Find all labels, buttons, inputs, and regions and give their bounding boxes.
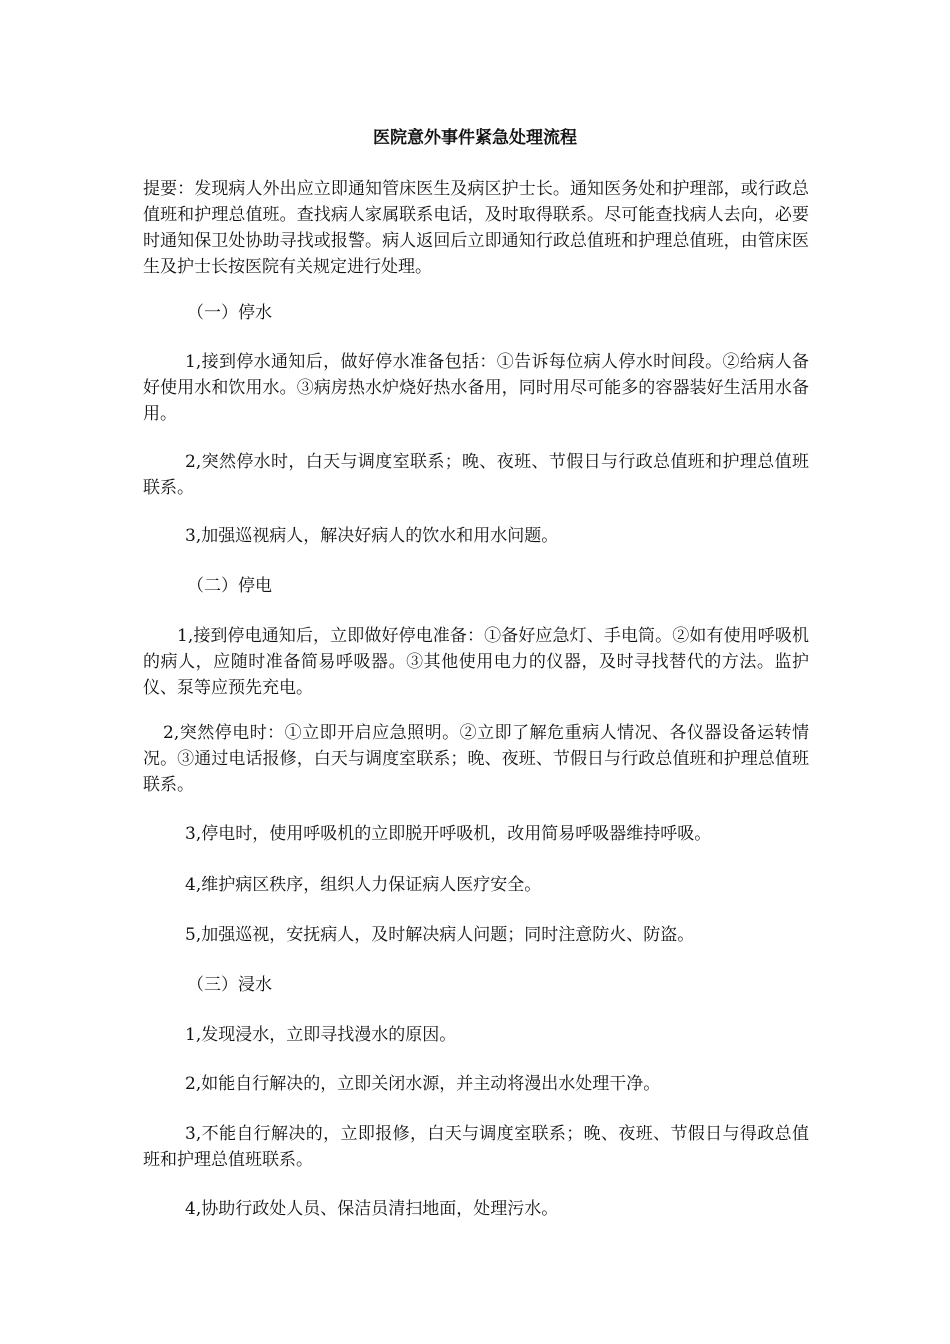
power-outage-item-3: 3,停电时，使用呼吸机的立即脱开呼吸机，改用简易呼吸器维持呼吸。 [185, 824, 712, 844]
flooding-item-2: 2,如能自行解决的，立即关闭水源，并主动将漫出水处理干净。 [185, 1074, 661, 1094]
document-title: 医院意外事件紧急处理流程 [373, 128, 577, 148]
water-outage-item-1: 1,接到停水通知后，做好停水准备包括：①告诉每位病人停水时间段。②给病人备好使用水和饮用水。③病房热水炉烧好热水备用，同时用尽可能多的容器装好生活用水备用。 [143, 352, 809, 424]
power-outage-item-5: 5,加强巡视，安抚病人，及时解决病人问题；同时注意防火、防盗。 [185, 925, 695, 945]
section-heading-flooding: （三）浸水 [187, 975, 272, 995]
water-outage-item-2: 2,突然停水时，白天与调度室联系；晚、夜班、节假日与行政总值班和护理总值班联系。 [143, 452, 809, 498]
flooding-item-3: 3,不能自行解决的，立即报修，白天与调度室联系；晚、夜班、节假日与得政总值班和护理总值班联系。 [143, 1124, 809, 1170]
summary-paragraph: 提要：发现病人外出应立即通知管床医生及病区护士长。通知医务处和护理部，或行政总值班和护理总值班。查找病人家属联系电话，及时取得联系。尽可能查找病人去向，必要时通知保卫处协助寻找或报警。病人返回后立即通知行政总值班和护理总值班，由管床医生及护士长按医院有关规定进行处理。 [143, 179, 809, 277]
section-heading-water-outage: （一）停水 [187, 303, 272, 323]
flooding-item-1: 1,发现浸水，立即寻找漫水的原因。 [185, 1025, 457, 1045]
power-outage-item-1: 1,接到停电通知后，立即做好停电准备：①备好应急灯、手电筒。②如有使用呼吸机的病人，应随时准备简易呼吸器。③其他使用电力的仪器，及时寻找替代的方法。监护仪、泵等应预先充电。 [143, 626, 809, 698]
water-outage-item-3: 3,加强巡视病人，解决好病人的饮水和用水问题。 [185, 526, 559, 546]
power-outage-item-4: 4,维护病区秩序，组织人力保证病人医疗安全。 [185, 875, 542, 895]
section-heading-power-outage: （二）停电 [187, 576, 272, 596]
flooding-item-4: 4,协助行政处人员、保洁员清扫地面，处理污水。 [185, 1199, 559, 1219]
power-outage-item-2: 2,突然停电时：①立即开启应急照明。②立即了解危重病人情况、各仪器设备运转情况。③通过电话报修，白天与调度室联系；晚、夜班、节假日与行政总值班和护理总值班联系。 [143, 723, 809, 795]
